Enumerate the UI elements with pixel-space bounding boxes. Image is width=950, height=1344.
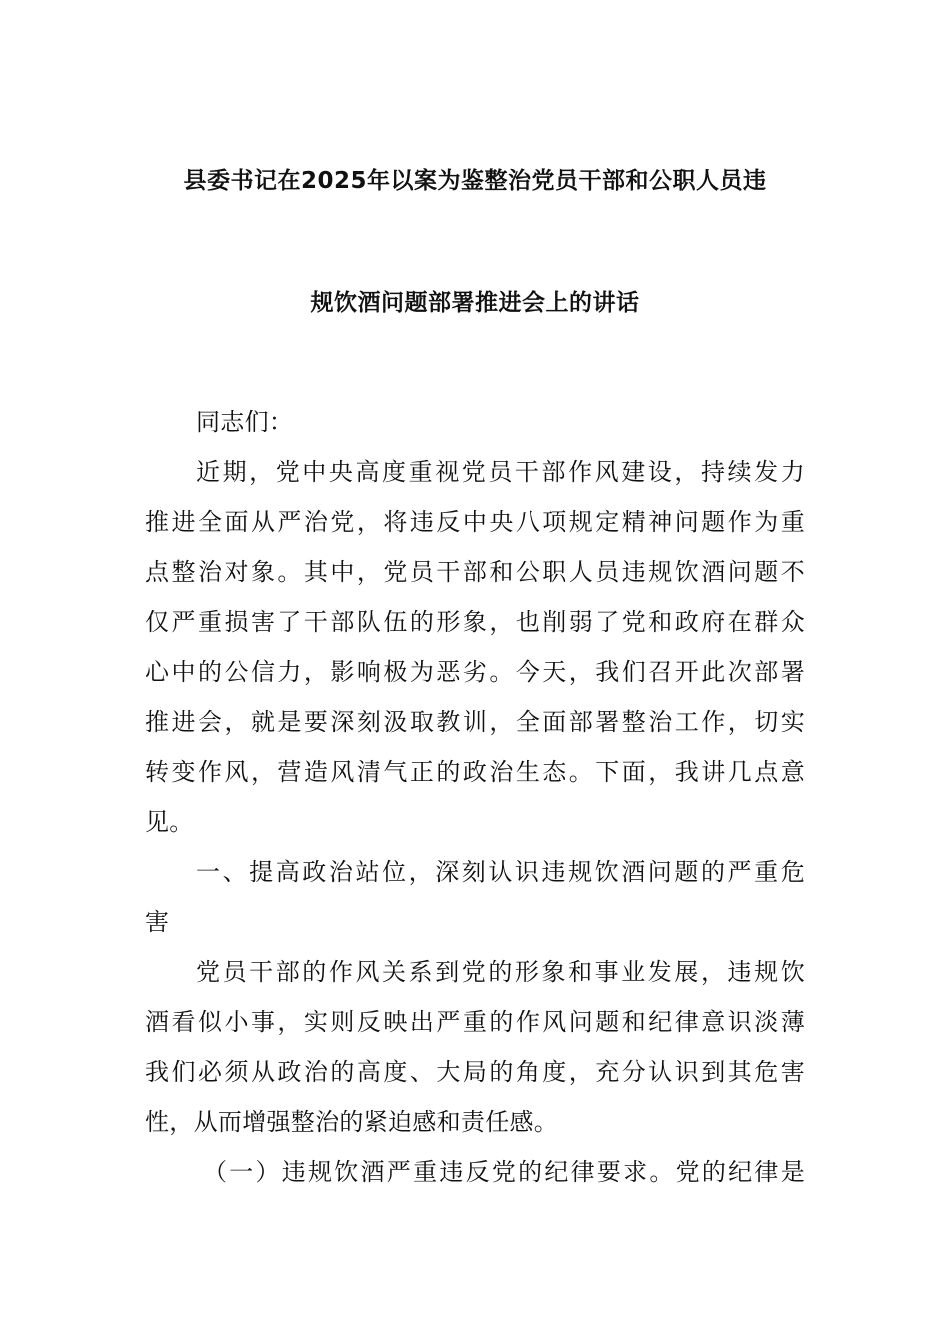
paragraph-line: 党员干部的作风关系到党的形象和事业发展，违规饮 xyxy=(196,958,805,986)
paragraph-line: 性，从而增强整治的紧迫感和责任感。 xyxy=(145,1108,559,1136)
paragraph-line: 心中的公信力，影响极为恶劣。今天，我们召开此次部署 xyxy=(145,658,805,686)
paragraph-line: 转变作风，营造风清气正的政治生态。下面，我讲几点意 xyxy=(145,758,805,786)
title-line-1: 县委书记在2025年以案为鉴整治党员干部和公职人员违 xyxy=(183,168,767,194)
subsection-line: （一）违规饮酒严重违反党的纪律要求。党的纪律是 xyxy=(203,1158,805,1186)
salutation: 同志们： xyxy=(196,408,294,436)
paragraph-line: 仅严重损害了干部队伍的形象，也削弱了党和政府在群众 xyxy=(145,608,805,636)
paragraph-line: 近期，党中央高度重视党员干部作风建设，持续发力 xyxy=(196,458,805,486)
title-line-2: 规饮酒问题部署推进会上的讲话 xyxy=(310,290,640,316)
paragraph-line: 推进会，就是要深刻汲取教训，全面部署整治工作，切实 xyxy=(145,708,805,736)
paragraph-line: 酒看似小事，实则反映出严重的作风问题和纪律意识淡薄 xyxy=(145,1008,805,1036)
section-heading-line: 一、提高政治站位，深刻认识违规饮酒问题的严重危 xyxy=(196,858,805,886)
paragraph-line: 推进全面从严治党，将违反中央八项规定精神问题作为重 xyxy=(145,508,805,536)
paragraph-line: 点整治对象。其中，党员干部和公职人员违规饮酒问题不 xyxy=(145,558,805,586)
body-text xyxy=(145,397,805,1197)
paragraph-line: 见。 xyxy=(145,808,194,836)
section-heading-line: 害 xyxy=(145,908,170,936)
paragraph-line: 我们必须从政治的高度、大局的角度，充分认识到其危害 xyxy=(145,1058,805,1086)
